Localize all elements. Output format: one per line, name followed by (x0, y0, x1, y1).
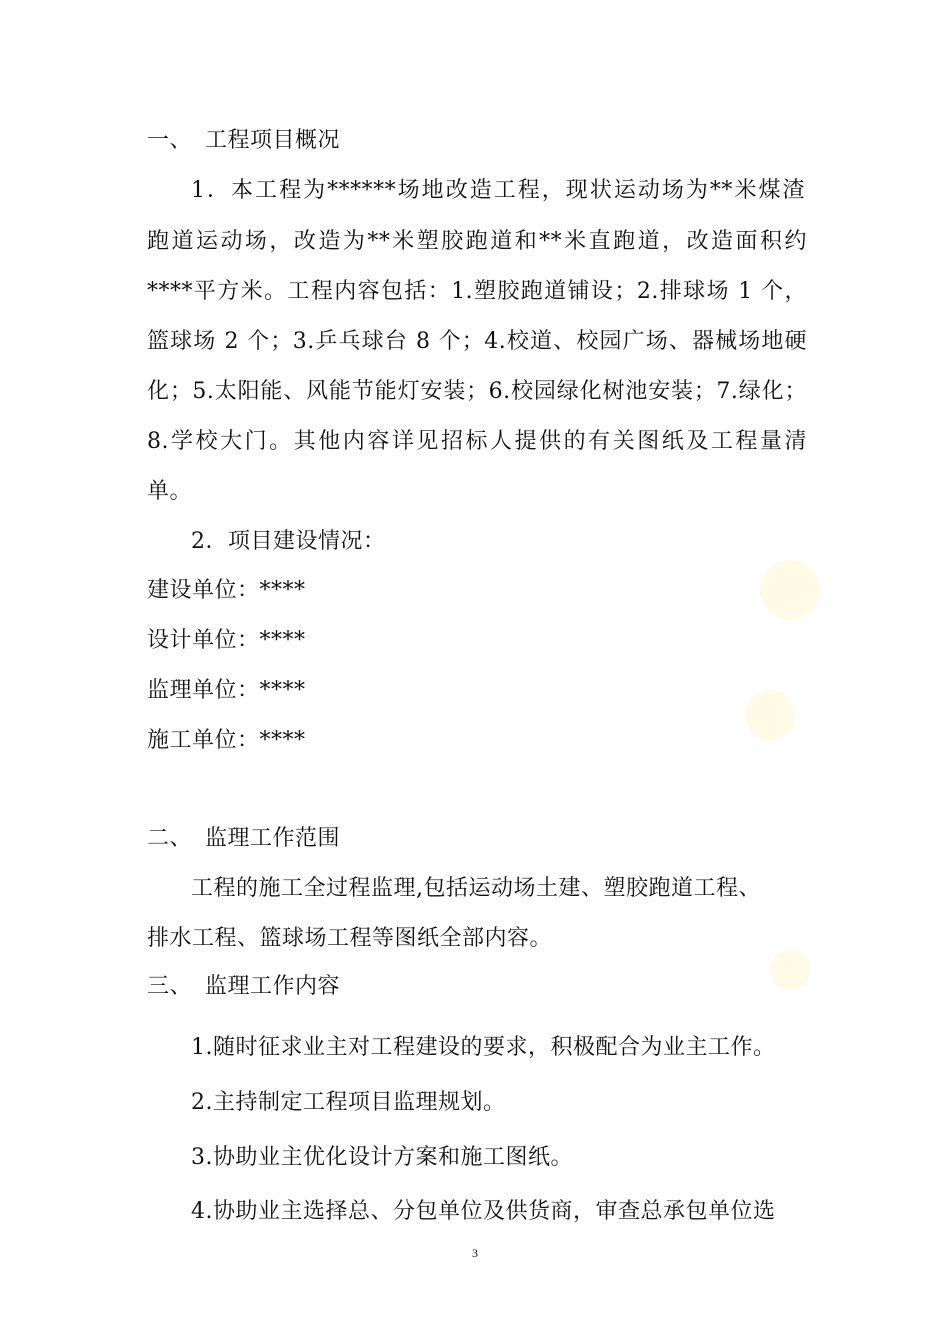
scan-smudge (770, 950, 810, 990)
list-item: 2.主持制定工程项目监理规划。 (191, 1090, 506, 1115)
unit-row (147, 676, 306, 706)
subsection-title: 2．项目建设情况： (191, 529, 386, 554)
heading-title: 监理工作范围 (205, 826, 341, 851)
list-item: 4.协助业主选择总、分包单位及供货商，审查总承包单位选 (191, 1199, 776, 1224)
paragraph-line: 排水工程、篮球场工程等图纸全部内容。 (147, 926, 553, 951)
unit-label: 设计单位： (147, 628, 260, 653)
unit-row (147, 626, 306, 656)
paragraph-line: 8.学校大门。其他内容详见招标人提供的有关图纸及工程量清 (147, 429, 807, 454)
paragraph-line: 1．本工程为******场地改造工程，现状运动场为**米煤渣 (191, 178, 805, 203)
paragraph-line: ****平方米。工程内容包括：1.塑胶跑道铺设；2.排球场 1 个， (147, 279, 807, 304)
section-heading-3 (147, 972, 340, 1002)
page-number: 3 (472, 1246, 478, 1260)
unit-value: **** (259, 628, 306, 653)
unit-row (147, 726, 306, 756)
unit-value: **** (259, 678, 306, 703)
unit-label: 施工单位： (147, 728, 260, 753)
paragraph-line: 单。 (147, 479, 193, 504)
unit-value: **** (259, 728, 306, 753)
unit-row (147, 576, 306, 606)
section-heading-1 (147, 126, 340, 156)
unit-value: **** (259, 578, 306, 603)
list-item: 3.协助业主优化设计方案和施工图纸。 (191, 1145, 573, 1170)
heading-title: 工程项目概况 (205, 128, 341, 153)
heading-number: 二、 (147, 826, 193, 851)
paragraph-line: 工程的施工全过程监理,包括运动场土建、塑胶跑道工程、 (191, 876, 761, 901)
heading-number: 三、 (147, 974, 193, 999)
heading-number: 一、 (147, 128, 193, 153)
scan-smudge (760, 560, 820, 620)
paragraph-line: 跑道运动场，改造为**米塑胶跑道和**米直跑道，改造面积约 (147, 229, 807, 254)
paragraph-line: 篮球场 2 个；3.乒乓球台 8 个；4.校道、校园广场、器械场地硬 (147, 329, 807, 354)
heading-title: 监理工作内容 (205, 974, 341, 999)
unit-label: 建设单位： (147, 578, 260, 603)
section-heading-2 (147, 824, 340, 854)
unit-label: 监理单位： (147, 678, 260, 703)
paragraph-line: 化；5.太阳能、风能节能灯安装；6.校园绿化树池安装；7.绿化； (147, 379, 807, 404)
scan-smudge (745, 690, 795, 740)
list-item: 1.随时征求业主对工程建设的要求，积极配合为业主工作。 (191, 1035, 776, 1060)
